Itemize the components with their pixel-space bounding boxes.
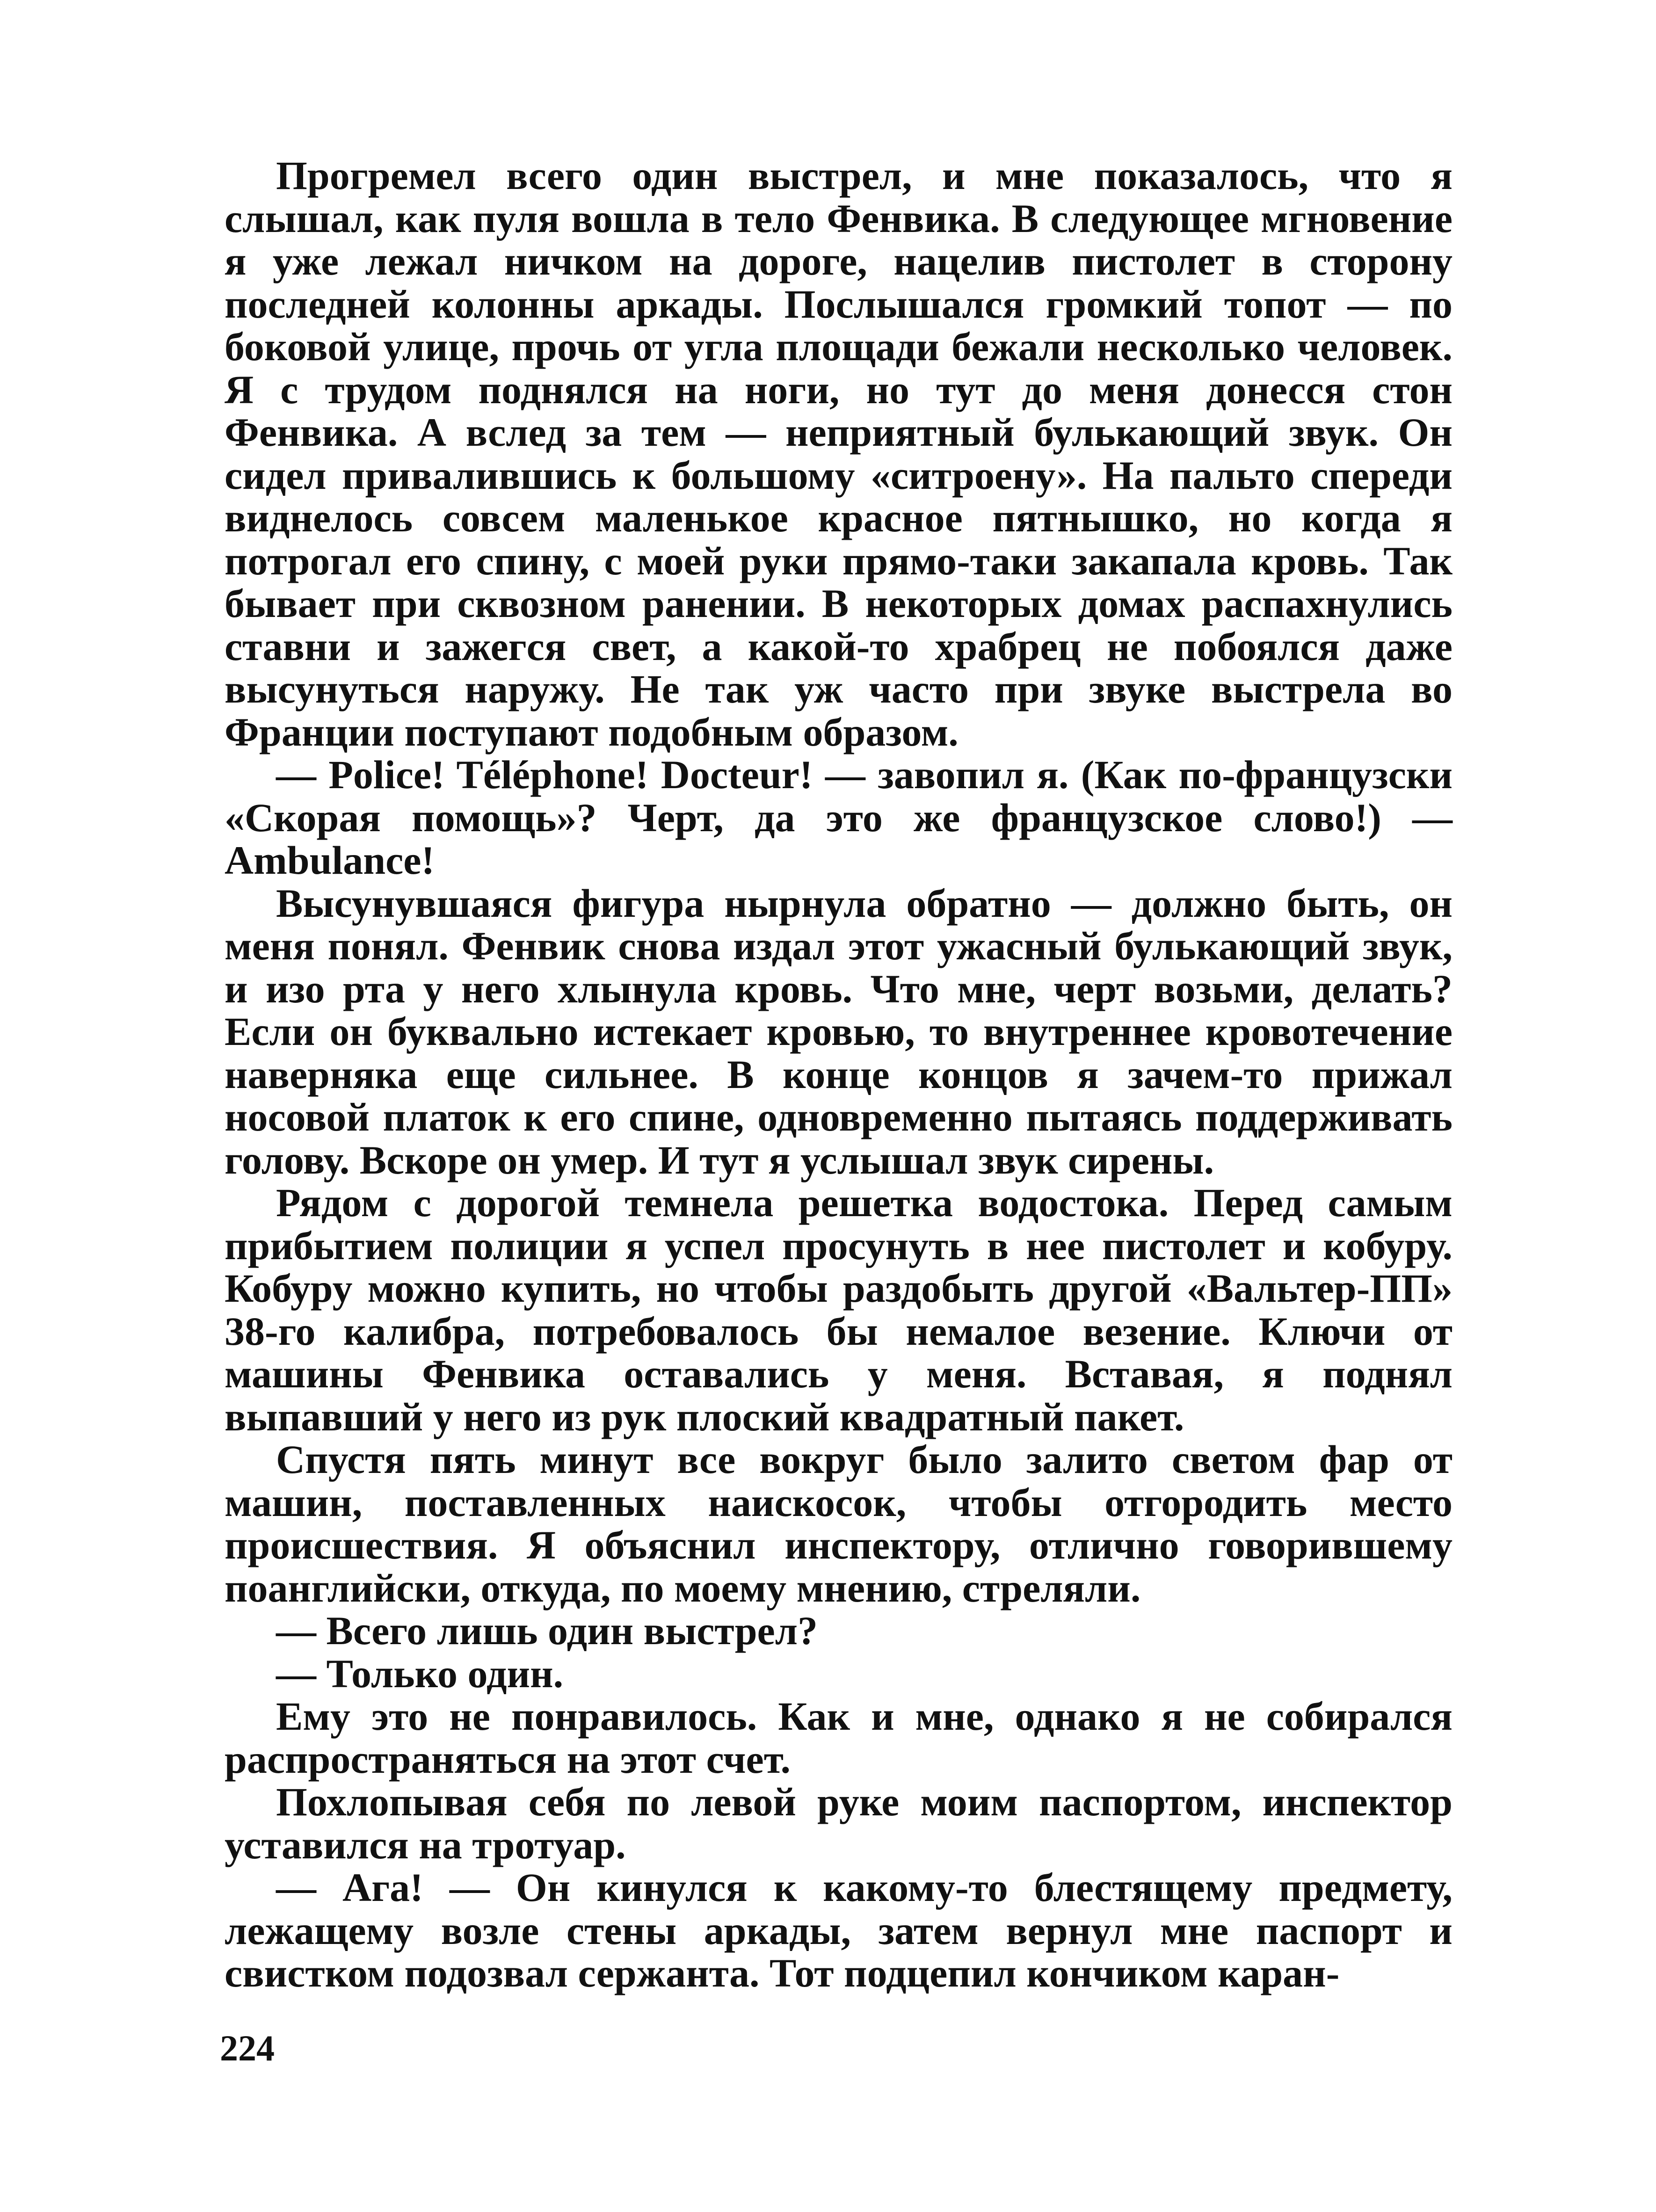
page-number: 224 <box>220 2028 275 2068</box>
paragraph-2: — Police! Téléphone! Docteur! — завопил я. (Как по-французски «Скорая помощь»? Черт, да это же французское слово!) — Ambulance! <box>225 752 1453 883</box>
paragraph-6: — Всего лишь один выстрел? <box>276 1608 818 1653</box>
paragraph-8: Ему это не понравилось. Как и мне, однако я не собирался распространяться на этот счет. <box>225 1694 1453 1782</box>
paragraph-4: Рядом с дорогой темнела решетка водостока. Перед самым прибытием полиции я успел просунуть в нее пистолет и кобуру. Кобуру можно купить, но чтобы раздобыть другой «Вальтер-ПП» 38-го калибра, потребовалось бы немалое везение. Ключи от машины Фенвика оставались у меня. Вставая, я поднял выпавший у него из рук плоский квадратный пакет. <box>225 1180 1453 1439</box>
paragraph-5: Спустя пять минут все вокруг было залито светом фар от машин, поставленных наискосок, чтобы отгородить место происшествия. Я объяснил инспектору, отлично говорившему поанглийски, откуда, по моему мнению, стреляли. <box>225 1437 1453 1610</box>
paragraph-1: Прогремел всего один выстрел, и мне показалось, что я слышал, как пуля вошла в тело Фенвика. В следующее мгновение я уже лежал ничком на дороге, нацелив пистолет в сторону последней колонны аркады. Послышался громкий топот — по боковой улице, прочь от угла площади бежали несколько человек. Я с трудом поднялся на ноги, но тут до меня донесся стон Фенвика. А вслед за тем — неприятный булькающий звук. Он сидел привалившись к большому «ситроену». На пальто спереди виднелось совсем маленькое красное пятнышко, но когда я потрогал его спину, с моей руки прямо-таки закапала кровь. Так бывает при сквозном ранении. В некоторых домах распахнулись ставни и зажегся свет, а какой-то храбрец не побоялся даже высунуться наружу. Не так уж часто при звуке выстрела во Франции поступают подобным образом. <box>225 153 1453 754</box>
body-text <box>225 154 1453 1995</box>
paragraph-3: Высунувшаяся фигура нырнула обратно — должно быть, он меня понял. Фенвик снова издал этот ужасный булькающий звук, и изо рта у него хлынула кровь. Что мне, черт возьми, делать? Если он буквально истекает кровью, то внутреннее кровотечение наверняка еще сильнее. В конце концов я зачем-то прижал носовой платок к его спине, одновременно пытаясь поддерживать голову. Вскоре он умер. И тут я услышал звук сирены. <box>225 880 1453 1182</box>
paragraph-7: — Только один. <box>276 1651 564 1696</box>
paragraph-9: Похлопывая себя по левой руке моим паспортом, инспектор уставился на тротуар. <box>225 1779 1453 1867</box>
paragraph-10: — Ага! — Он кинулся к какому-то блестящему предмету, лежащему возле стены аркады, затем вернул мне паспорт и свистком подозвал сержанта. Тот подцепил кончиком каран- <box>225 1865 1453 1995</box>
